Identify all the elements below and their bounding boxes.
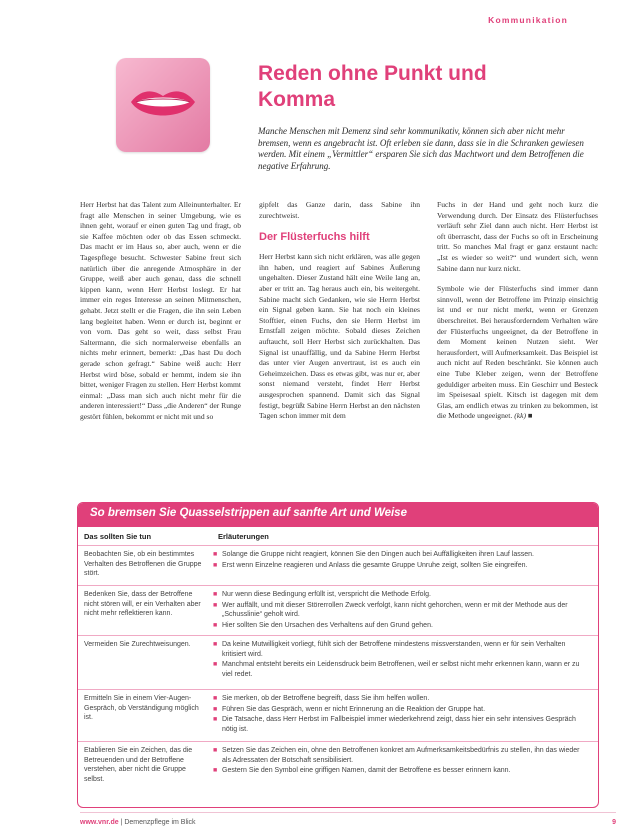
author-signature: (kk) ■ xyxy=(514,411,533,421)
list-item-text: Wer auffällt, und mit dieser Störerrollen Zweck verfolgt, kann nicht gehorchen, wenn er mit der Methode aus der „Schusslinie“ geholt wird. xyxy=(222,601,568,618)
row-explanations xyxy=(212,694,590,735)
intro-text: Manche Menschen mit Demenz sind sehr kommunikativ, können sich aber nicht mehr bremsen, wenn es angebracht ist. Oft erleben sie dann, dass sie in die Schranken gewiesen werden. Mit einem „Vermittler“ ersparen Sie sich das Machtwort und dem Betroffenen die negative Erfahrung. xyxy=(258,126,584,171)
info-box-header xyxy=(78,503,598,527)
bullet-icon: ■ xyxy=(213,767,218,774)
list-item xyxy=(212,660,590,679)
section-label: Kommunikation xyxy=(488,15,568,25)
list-item-text: Manchmal entsteht bereits ein Leidensdruck beim Betroffenen, weil er selbst nicht mehr erkennen kann, wann er zu viel redet. xyxy=(222,661,580,678)
paragraph xyxy=(437,284,598,422)
list-item xyxy=(212,705,590,715)
bullet-icon: ■ xyxy=(213,591,218,598)
list-item-text: Setzen Sie das Zeichen ein, ohne den Betroffenen konkret am Aufmerksamkeitsbedürfnis zu stellen, ihn das wieder als Adressaten der Botschaft sensibilisiert. xyxy=(222,747,580,764)
footer-publication: Demenzpflege im Blick xyxy=(124,819,196,826)
bullet-icon: ■ xyxy=(213,695,218,702)
footer-separator: | xyxy=(120,819,125,826)
bullet-icon: ■ xyxy=(213,561,218,569)
footer-divider xyxy=(80,812,616,813)
bullet-icon: ■ xyxy=(213,601,218,609)
list-item-text: Da keine Mutwilligkeit vorliegt, fühlt sich der Betroffene mindestens missverstanden, wenn er für sein Verhalten kritisiert wird. xyxy=(222,641,566,658)
list-item-text: Gestern Sie den Symbol eine griffigen Namen, damit der Betroffene es besser erinnern kann. xyxy=(222,767,511,774)
page-title xyxy=(258,61,578,113)
row-action: Beobachten Sie, ob ein bestimmtes Verhalten des Betroffenen die Gruppe stört. xyxy=(84,551,202,577)
row-explanations xyxy=(212,590,590,631)
table-row xyxy=(78,741,598,808)
list-item-text: Führen Sie das Gespräch, wenn er nicht Erinnerung an die Reaktion der Gruppe hat. xyxy=(222,705,486,713)
info-box-title: So bremsen Sie Quasselstrippen auf sanfte Art und Weise xyxy=(90,507,407,519)
footer-site-link[interactable]: www.vnr.de xyxy=(80,819,119,826)
list-item xyxy=(212,561,590,571)
list-item xyxy=(212,601,590,620)
bullet-icon: ■ xyxy=(213,621,218,629)
column-header-todo: Das sollten Sie tun xyxy=(84,532,152,541)
row-explanations xyxy=(212,550,590,571)
list-item xyxy=(212,640,590,659)
article-column-2 xyxy=(259,200,420,422)
bullet-icon: ■ xyxy=(213,641,218,648)
topic-icon-tile xyxy=(116,58,210,152)
list-item-text: Nur wenn diese Bedingung erfüllt ist, verspricht die Methode Erfolg. xyxy=(222,591,431,598)
row-action: Vermeiden Sie Zurechtweisungen. xyxy=(84,641,191,648)
bullet-icon: ■ xyxy=(213,716,218,723)
paragraph: Herr Herbst hat das Talent zum Alleinunterhalter. Er fragt alle Menschen in seiner Umgebung, wie es ihnen geht, worauf er einen guten Tag und fragt, ob sie Kaffee möchten oder ob das Essen schmeckt. Das macht er im Haus so, aber auch, wenn er die Tagespflege besucht. Schwester Sabine freut sich natürlich über die anregende Atmosphäre in der Gruppe, weiß aber auch genau, dass die schnell kippen kann, wenn Herr Herbst loslegt. Er hat immer ein reges Interesse an seinen Mitmenschen, gehabt. Jetzt stellt er die Fragen, die ihn sein Leben lang begleitet haben. Wenn er durch ist, beginnt er von vorn. Das geht so weit, dass selbst Frau Saltermann, die sich normalerweise ebenfalls an nichts mehr erinnert, bemerkt: „Das hast Du doch gerade schon gefragt.“ Sabine weiß auch: Herr Herbst wird böse, sobald er hemmt, indem sie ihn bittet, weniger Fragen zu stellen. Herr Herbst kommt einmal: „Dass man sich auch nicht mehr für die anderen interessiert!“ Dass „die Anderen“ der Runge gestört fühlen, bekommt er nicht mit und so xyxy=(80,200,241,421)
section-heading: Der Flüsterfuchs hilft xyxy=(259,231,370,244)
column-header-explanation: Erläuterungen xyxy=(218,532,269,541)
info-box xyxy=(77,502,599,808)
title-line-2: Komma xyxy=(258,88,336,111)
page-number: 9 xyxy=(612,819,616,826)
bullet-icon: ■ xyxy=(213,747,218,754)
table-row xyxy=(78,689,598,741)
list-item xyxy=(212,694,590,704)
paragraph: Herr Herbst kann sich nicht erklären, was alle gegen ihn haben, und reagiert auf Sabines Äußerung ungehalten. Dieser Zustand hält eine Weile lang an, aber er tritt an. Tag heraus auch ein, bis weitergeht. Sabine macht sich Gedanken, wie sie Herrn Herbst ein Signal geben kann. Sie hat noch ein kleines Stofftier, einen Fuchs, den sie Herrn Herbst im Ernstfall zeigen möchte. Sobald dieses Zeichen auftaucht, soll Herr Herbst sich zurückhalten. Das Signal ist unauffällig, und da Sabine Herrn Herbst das unter vier Augen anvertraut, ist es auch ein Geheimzeichen. Dass es etwas gibt, was nur er, aber sonst niemand versteht, findet Herr Herbst ausgesprochen spannend. Damit sich das Signal festigt, begrüßt Sabine Herrn Herbst an den nächsten Tagen schon immer mit dem xyxy=(259,252,420,421)
bullet-icon: ■ xyxy=(213,661,218,668)
table-row xyxy=(78,585,598,635)
list-item-text: Hier sollten Sie den Ursachen des Verhaltens auf den Grund gehen. xyxy=(222,621,433,629)
bullet-icon: ■ xyxy=(213,705,218,713)
list-item-text: Sie merken, ob der Betroffene begreift, dass Sie ihm helfen wollen. xyxy=(222,695,430,702)
list-item-text: Die Tatsache, dass Herr Herbst im Fallbeispiel immer wiederkehrend zeigt, dass hier ein sehr intensives Gespräch nötig ist. xyxy=(222,716,576,733)
list-item xyxy=(212,766,590,776)
list-item xyxy=(212,746,590,765)
paragraph: gipfelt das Ganze darin, dass Sabine ihn zurechtweist. xyxy=(259,200,420,220)
bullet-icon: ■ xyxy=(213,551,218,558)
table-row xyxy=(78,635,598,689)
lips-icon xyxy=(128,84,198,124)
row-explanations xyxy=(212,640,590,680)
paragraph: Fuchs in der Hand und geht noch kurz die Verwendung durch. Der Einsatz des Flüsterfuchses verläuft sehr Ziel dann auch nicht. Herr Herbst ist oft überrascht, dass der Fuchs so oft in Erscheinung tritt. So manches Mal fragt er ganz erstaunt nach: „Ist es wieder so weit?“ und wundert sich, wenn Sabine dann nur kurz nickt. xyxy=(437,200,598,273)
list-item-text: Erst wenn Einzelne reagieren und Anlass die gesamte Gruppe Unruhe zeigt, sollten Sie eingreifen. xyxy=(222,561,528,569)
row-action: Etablieren Sie ein Zeichen, das die Betreuenden und der Betroffene verstehen, aber nicht die Gruppe selbst. xyxy=(84,747,193,783)
list-item xyxy=(212,621,590,631)
article-column-1 xyxy=(80,200,241,422)
row-action: Ermitteln Sie in einem Vier-Augen-Gespräch, ob Verständigung möglich ist. xyxy=(84,695,199,721)
list-item-text: Solange die Gruppe nicht reagiert, können Sie den Dingen auch bei Auffälligkeiten ihren Lauf lassen. xyxy=(222,551,534,558)
paragraph-text: Symbole wie der Flüsterfuchs sind immer dann sinnvoll, wenn der Betroffene im Prinzip einsichtig ist und er nur nicht merkt, wenn er Grenzen überschreitet. Bei herausforderndem Verhalten wäre der Flüsterfuchs ungeeignet, da der Betroffene in dem Moment keinen Nutzen sieht. Wer herausfordert, will Aufmerksamkeit. Das Beispiel ist auch nicht auf Reden beschränkt. Sie können auch eine Tube Kleber zeigen, wenn der Betroffene geduldiger arbeiten muss. Ein Geschirr und Besteck im Speisesaal spielt. Kitsch ist dagegen mit dem Glas, am endlich etwas zu trinken zu bekommen, ist die Methode ungeeignet. xyxy=(437,284,598,421)
article-column-3 xyxy=(437,200,598,422)
footer xyxy=(80,819,196,826)
title-line-1: Reden ohne Punkt und xyxy=(258,62,487,85)
row-action: Bedenken Sie, dass der Betroffene nicht stören will, er ein Verhalten aber nicht mehr reflektieren kann. xyxy=(84,591,201,617)
row-explanations xyxy=(212,746,590,777)
list-item xyxy=(212,550,590,560)
list-item xyxy=(212,715,590,734)
list-item xyxy=(212,590,590,600)
table-row xyxy=(78,545,598,585)
